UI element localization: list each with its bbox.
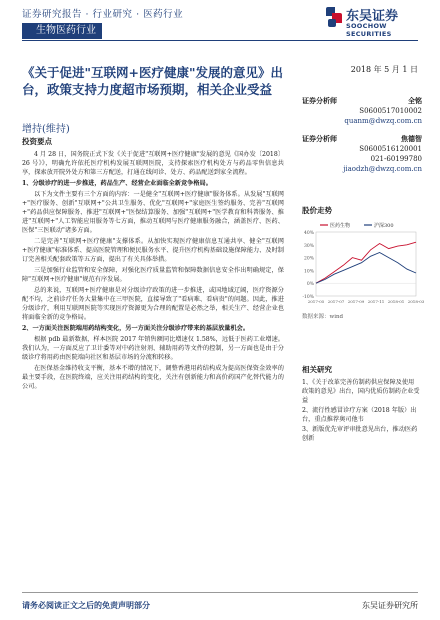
y-tick-label: 10% [303,269,314,275]
body-paragraph: 4 月 28 日，国务院正式下发《关于促进"互联网+医疗健康"发展的意见《国办发〔2018〕26 号》》，明确允许依托医疗机构发展互联网医院，支持探索医疗机构处方与药品零售信息共享，探索放开院外处方和第三方配送，打通在线问诊、处方、药品配送到家全流程。 [22,151,284,176]
analyst-cert: S0600516120001 [359,145,422,153]
series-line-2 [316,253,416,284]
rating: 增持(维持) [22,124,70,135]
chart-frame [316,232,416,296]
x-tick-label: 2017-07 [327,299,345,304]
related-research-heading: 相关研究 [302,365,332,374]
report-date: 2018 年 5 月 1 日 [350,65,418,74]
analyst-name: 焦德智 [401,134,422,143]
stock-chart [302,218,425,310]
analyst-cert: S0600517010002 [359,107,422,115]
body-paragraph: 三是加强行业监管和安全保障，对强化医疗质量监管和保障数据信息安全作出明确规定，保障"互联网+医疗健康"规范有序发展。 [22,267,284,283]
related-item[interactable]: 1、《关于改革完善仿制药供应保障及使用政策的意见》出台，国内优质仿制药企业受益 [302,379,420,404]
related-item[interactable]: 2、流行性感冒诊疗方案（2018 年版）出台，重点推荐奥司他韦 [302,407,417,423]
analyst-phone: 021-60199780 [370,155,422,163]
footer-divider [22,592,418,593]
stock-chart-svg [302,218,425,310]
industry-tag: 生物医药行业 [22,23,102,39]
related-item[interactable]: 3、新版优先审评审批意见出台，推动医药创新 [302,426,418,442]
analyst-2 [302,134,422,174]
legend-label: 医药生物 [330,223,351,229]
brand-logo [326,5,420,37]
report-title: 《关于促进"互联网+医疗健康"发展的意见》出台，政策支持力度超市场预期，相关企业受益 [22,65,283,97]
investment-highlights-heading: 投资要点 [22,137,52,146]
logo-mark-icon [326,7,342,27]
report-category: 证券研究报告 · 行业研究 · 医药行业 [22,9,184,20]
y-tick-label: -10% [302,295,314,300]
x-tick-label: 2017-05 [307,299,325,304]
section-heading-1: 1、分级诊疗的进一步推进，药品生产、经营企业面临全新竞争格局。 [22,180,212,187]
logo-en: SOOCHOW SECURITIES [346,22,392,38]
y-tick-label: 40% [303,231,314,236]
related-research-list [302,378,420,444]
chart-source: 数据来源：wind [302,314,344,320]
body-paragraph: 根据 pdb 最新数据，样本医院 2017 年销售额同比增速仅 1.58%，远低于医药工业增速。我们认为，一方面反应了卫计委等对中药注射剂、辅助用药等文件的控制，另一方面也是由于分级诊疗将用药由医院端向社区和基层市场的分流和转移。 [22,336,284,361]
y-tick-label: 0% [306,282,314,288]
institute-name: 东吴证券研究所 [362,601,418,610]
y-tick-label: 30% [303,243,314,249]
section-heading-2: 2、一方面关注医院端用药结构变化，另一方面关注分级诊疗带来的基层放量机会。 [22,325,250,332]
analyst-role: 证券分析师 [302,96,337,105]
body-paragraph: 在医保基金维持收支平衡，基本不增的情况下，调整香港用药结构成为提高医保资金效率的最主要手段，在医院终端，应关注用药结构的变化，关注有创新能力和高价药国产化替代能力的公司。 [22,365,284,390]
header-divider [22,40,418,41]
chart-title: 股价走势 [302,206,332,215]
analyst-name: 全铭 [408,96,422,105]
analyst-role: 证券分析师 [302,134,337,143]
disclaimer-note: 请务必阅读正文之后的免责声明部分 [22,600,150,610]
body-paragraph: 总的来说，互联网+医疗健康是对分级诊疗政策的进一步推进，或国地域辽阔，医疗资源分配不均，之前诊疗任务大量集中在三甲医院，直接导致了"看病难、看病贵"的问题。因此，推进分级诊疗，利用互联网医院等实现医疗资源更为合理的配置是必然之举，相关生产、经营企业也将面临全新的竞争格局。 [22,287,284,321]
x-tick-label: 2017-09 [347,299,365,304]
x-tick-label: 2018-03 [407,299,425,304]
logo-cn: 东吴证券 [346,9,399,24]
report-body [22,150,284,393]
x-tick-label: 2018-01 [387,299,405,304]
analyst-1 [302,96,422,126]
analyst-email[interactable]: quanm@dwzq.com.cn [344,117,422,125]
x-tick-label: 2017-11 [367,299,385,304]
body-paragraph: 以下为文件主要有三个方面的内容：一是健全"互联网+医疗健康"服务体系。从发展"互联网+"医疗服务、创新"互联网+"公共卫生服务、优化"互联网+"家庭医生签约服务、完善"互联网+"药品供应保障服务、推进"互联网+"医保结算服务、加强"互联网+"医学教育和科普服务、推进"互联网+"人工智能应用服务等七方面，推动互联网与医疗健康服务融合，涵盖医疗、医药、医保"三医联动"诸多方面。 [22,191,284,234]
legend-label: 沪深300 [374,223,394,229]
body-paragraph: 二是完善"互联网+医疗健康"支撑体系。从加快实现医疗健康信息互通共享、健全"互联网+医疗健康"标准体系、提高医院管理和便民服务水平、提升医疗机构基础设施保障能力、及时制订完善相关配套政策等五方面，提出了有关具体举措。 [22,238,284,263]
series-line-1 [316,242,416,283]
analyst-email[interactable]: jiaodzh@dwzq.com.cn [343,165,422,173]
y-tick-label: 20% [303,256,314,262]
